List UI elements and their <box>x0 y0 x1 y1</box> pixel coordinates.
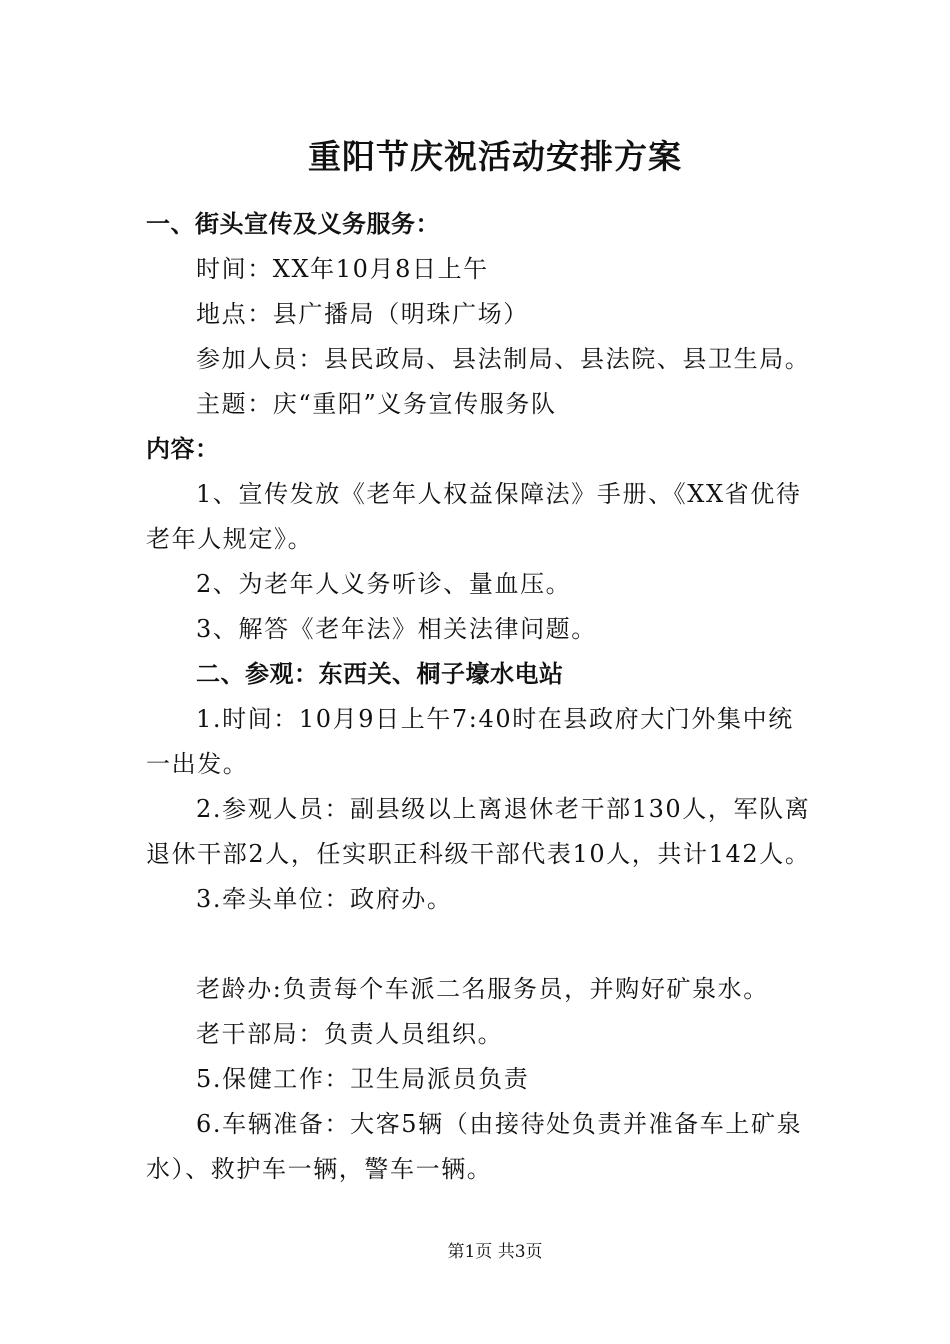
document-title: 重阳节庆祝活动安排方案 <box>308 137 682 176</box>
section2-time-line1: 1.时间：10月9日上午7:40时在县政府大门外集中统 <box>196 705 794 733</box>
section2-cadre-bureau: 老干部局：负责人员组织。 <box>196 1020 504 1048</box>
content-item3: 3、解答《老年法》相关法律问题。 <box>196 615 597 643</box>
section1-place: 地点：县广播局（明珠广场） <box>196 300 529 328</box>
section2-people-line2: 退休干部2人，任实职正科级干部代表10人，共计142人。 <box>146 840 811 868</box>
section2-time-line2: 一出发。 <box>146 750 249 778</box>
section2-vehicles-line2: 水）、救护车一辆，警车一辆。 <box>146 1155 493 1183</box>
content-item1-line2: 老年人规定》。 <box>146 525 314 553</box>
section1-time: 时间：XX年10月8日上午 <box>196 255 489 283</box>
section1-participants: 参加人员：县民政局、县法制局、县法院、县卫生局。 <box>196 345 811 373</box>
section1-theme: 主题：庆“重阳”义务宣传服务队 <box>196 390 557 418</box>
section2-elderly-office: 老龄办:负责每个车派二名服务员，并购好矿泉水。 <box>196 975 769 1003</box>
section2-lead-unit: 3.牵头单位：政府办。 <box>196 885 453 913</box>
section1-heading: 一、街头宣传及义务服务： <box>146 210 440 238</box>
section2-people-line1: 2.参观人员：副县级以上离退休老干部130人，军队离 <box>196 795 811 823</box>
section2-heading: 二、参观：东西关、桐子壕水电站 <box>196 660 564 688</box>
section2-vehicles-line1: 6.车辆准备：大客5辆（由接待处负责并准备车上矿泉 <box>196 1110 803 1138</box>
content-heading: 内容： <box>146 435 220 463</box>
content-item2: 2、为老年人义务听诊、量血压。 <box>196 570 572 598</box>
content-item1-line1: 1、宣传发放《老年人权益保障法》手册、《XX省优待 <box>196 480 802 508</box>
page-footer: 第1页 共3页 <box>447 1242 543 1262</box>
section2-health: 5.保健工作：卫生局派员负责 <box>196 1065 530 1093</box>
